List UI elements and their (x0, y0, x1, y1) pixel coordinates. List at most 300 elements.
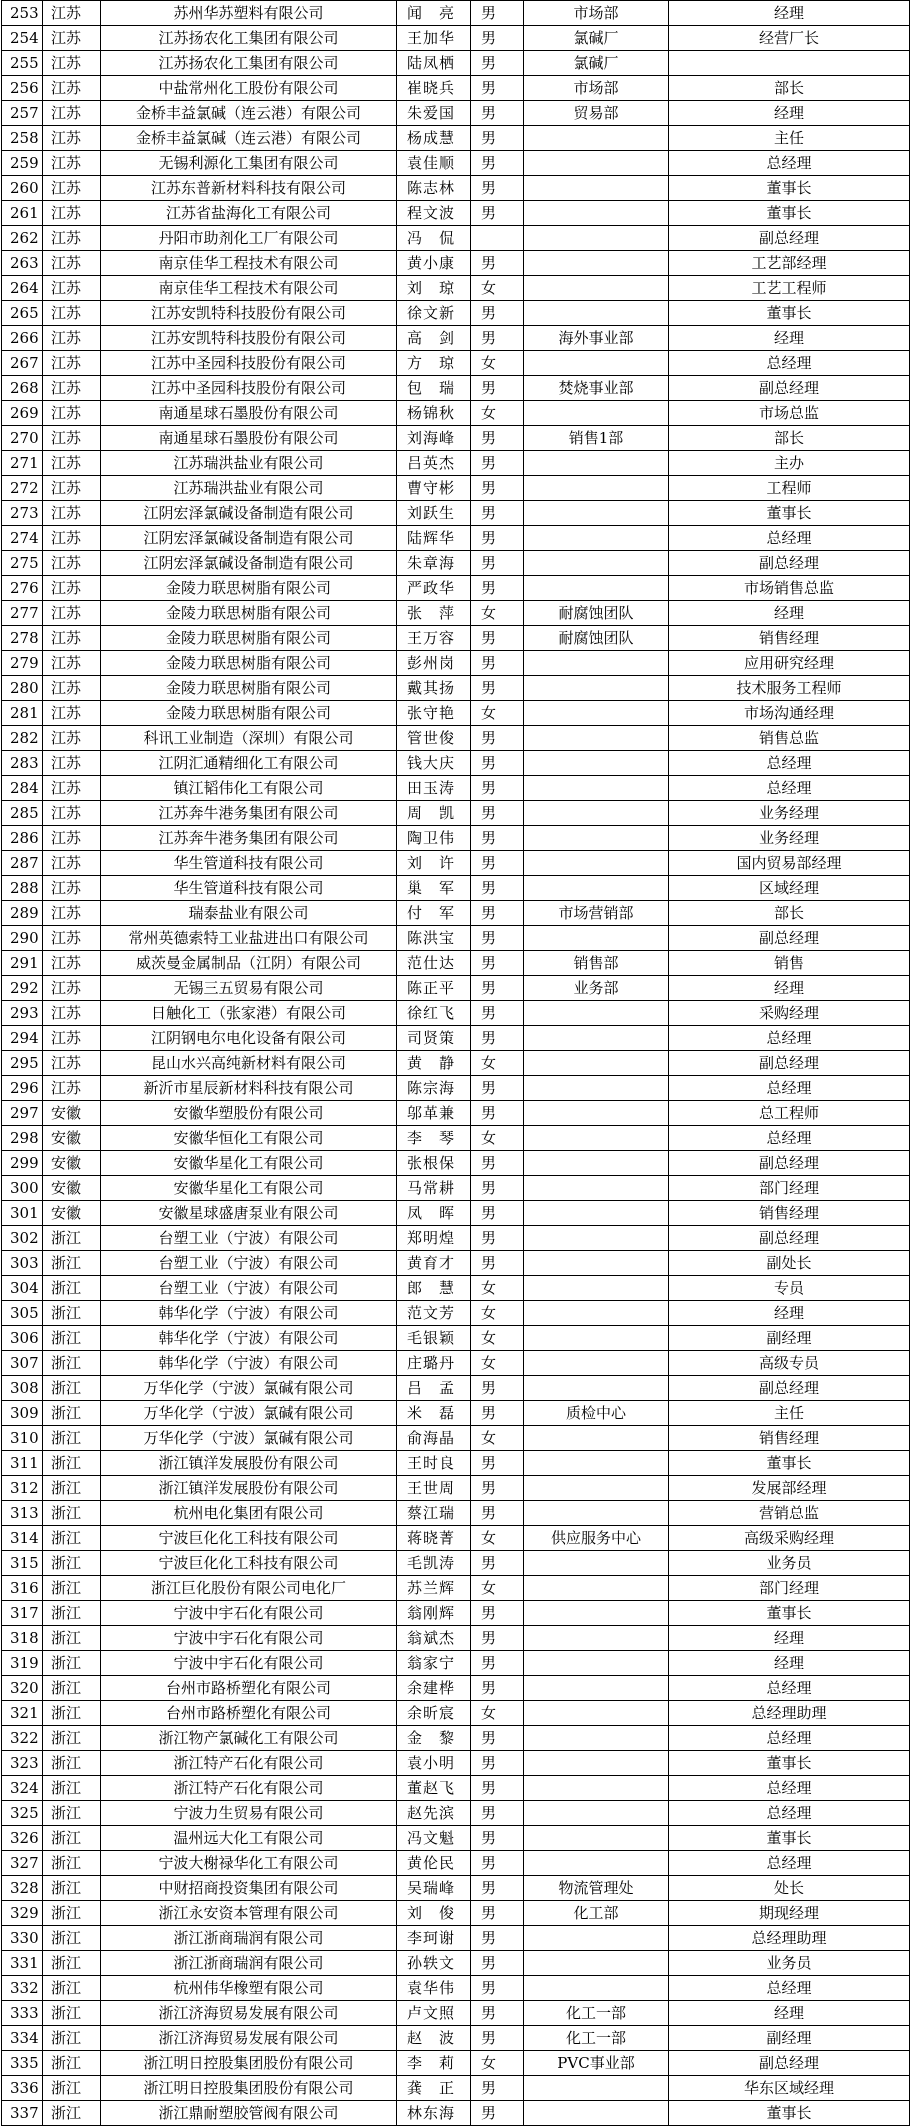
department-cell (524, 276, 669, 301)
row-number-cell: 253 (2, 1, 43, 26)
person-name-cell: 张 萍 (397, 601, 471, 626)
row-number-cell: 310 (2, 1426, 43, 1451)
department-cell (524, 826, 669, 851)
province-cell: 江苏 (43, 201, 101, 226)
person-name-cell: 黄 静 (397, 1051, 471, 1076)
department-cell (524, 501, 669, 526)
company-cell: 江阴宏泽氯碱设备制造有限公司 (101, 526, 397, 551)
province-cell: 江苏 (43, 126, 101, 151)
province-cell: 浙江 (43, 1501, 101, 1526)
table-row (2, 851, 910, 876)
company-cell: 台州市路桥塑化有限公司 (101, 1676, 397, 1701)
table-row (2, 1626, 910, 1651)
gender-cell: 女 (471, 2051, 524, 2076)
table-row (2, 801, 910, 826)
person-name-cell: 余建桦 (397, 1676, 471, 1701)
row-number-cell: 282 (2, 726, 43, 751)
table-row (2, 1726, 910, 1751)
company-cell: 宁波大榭禄华化工有限公司 (101, 1851, 397, 1876)
gender-cell: 男 (471, 651, 524, 676)
table-row (2, 1551, 910, 1576)
company-cell: 江苏奔牛港务集团有限公司 (101, 801, 397, 826)
gender-cell: 男 (471, 1401, 524, 1426)
gender-cell: 男 (471, 1751, 524, 1776)
job-title-cell: 主任 (669, 126, 910, 151)
job-title-cell: 总经理助理 (669, 1926, 910, 1951)
person-name-cell: 李珂谢 (397, 1926, 471, 1951)
job-title-cell: 副总经理 (669, 1151, 910, 1176)
job-title-cell: 市场总监 (669, 401, 910, 426)
table-row (2, 1226, 910, 1251)
gender-cell: 男 (471, 726, 524, 751)
department-cell: 销售1部 (524, 426, 669, 451)
gender-cell: 男 (471, 1976, 524, 2001)
person-name-cell: 徐红飞 (397, 1001, 471, 1026)
province-cell: 江苏 (43, 1076, 101, 1101)
department-cell (524, 1801, 669, 1826)
table-row (2, 626, 910, 651)
table-row (2, 226, 910, 251)
row-number-cell: 308 (2, 1376, 43, 1401)
job-title-cell (669, 51, 910, 76)
company-cell: 新沂市星辰新材料科技有限公司 (101, 1076, 397, 1101)
province-cell: 江苏 (43, 301, 101, 326)
row-number-cell: 271 (2, 451, 43, 476)
table-row (2, 1926, 910, 1951)
table-row (2, 151, 910, 176)
person-name-cell: 范仕达 (397, 951, 471, 976)
department-cell (524, 1701, 669, 1726)
department-cell (524, 1926, 669, 1951)
table-row (2, 26, 910, 51)
table-row (2, 551, 910, 576)
row-number-cell: 288 (2, 876, 43, 901)
company-cell: 宁波力生贸易有限公司 (101, 1801, 397, 1826)
gender-cell: 男 (471, 1726, 524, 1751)
job-title-cell: 部门经理 (669, 1176, 910, 1201)
department-cell (524, 1426, 669, 1451)
job-title-cell: 主办 (669, 451, 910, 476)
province-cell: 安徽 (43, 1201, 101, 1226)
department-cell (524, 1001, 669, 1026)
gender-cell: 男 (471, 2101, 524, 2126)
department-cell: 贸易部 (524, 101, 669, 126)
gender-cell: 女 (471, 1701, 524, 1726)
province-cell: 江苏 (43, 76, 101, 101)
company-cell: 镇江韬伟化工有限公司 (101, 776, 397, 801)
gender-cell: 男 (471, 1201, 524, 1226)
gender-cell: 女 (471, 1326, 524, 1351)
province-cell: 安徽 (43, 1176, 101, 1201)
row-number-cell: 315 (2, 1551, 43, 1576)
company-cell: 日触化工（张家港）有限公司 (101, 1001, 397, 1026)
department-cell (524, 1551, 669, 1576)
person-name-cell: 戴其扬 (397, 676, 471, 701)
person-name-cell: 程文波 (397, 201, 471, 226)
department-cell: 物流管理处 (524, 1876, 669, 1901)
company-cell: 万华化学（宁波）氯碱有限公司 (101, 1401, 397, 1426)
table-row (2, 751, 910, 776)
job-title-cell: 董事长 (669, 201, 910, 226)
province-cell: 浙江 (43, 1301, 101, 1326)
row-number-cell: 270 (2, 426, 43, 451)
table-row (2, 51, 910, 76)
table-row (2, 301, 910, 326)
province-cell: 浙江 (43, 1551, 101, 1576)
department-cell (524, 1376, 669, 1401)
job-title-cell: 董事长 (669, 1601, 910, 1626)
table-row (2, 1126, 910, 1151)
company-cell: 金桥丰益氯碱（连云港）有限公司 (101, 101, 397, 126)
company-cell: 浙江鼎耐塑胶管阀有限公司 (101, 2101, 397, 2126)
province-cell: 安徽 (43, 1101, 101, 1126)
person-name-cell: 陶卫伟 (397, 826, 471, 851)
row-number-cell: 322 (2, 1726, 43, 1751)
department-cell: 化工一部 (524, 2001, 669, 2026)
province-cell: 浙江 (43, 1601, 101, 1626)
province-cell: 浙江 (43, 1951, 101, 1976)
job-title-cell: 经理 (669, 1301, 910, 1326)
department-cell (524, 1601, 669, 1626)
table-row (2, 2076, 910, 2101)
job-title-cell: 总经理 (669, 1026, 910, 1051)
job-title-cell: 市场沟通经理 (669, 701, 910, 726)
company-cell: 台州市路桥塑化有限公司 (101, 1701, 397, 1726)
job-title-cell: 总经理 (669, 526, 910, 551)
row-number-cell: 289 (2, 901, 43, 926)
gender-cell: 男 (471, 1226, 524, 1251)
province-cell: 江苏 (43, 726, 101, 751)
person-name-cell: 徐文新 (397, 301, 471, 326)
company-cell: 安徽华星化工有限公司 (101, 1151, 397, 1176)
job-title-cell: 技术服务工程师 (669, 676, 910, 701)
department-cell: 氯碱厂 (524, 26, 669, 51)
person-name-cell: 陈正平 (397, 976, 471, 1001)
company-cell: 苏州华苏塑料有限公司 (101, 1, 397, 26)
gender-cell: 男 (471, 676, 524, 701)
table-row (2, 1701, 910, 1726)
table-row (2, 1426, 910, 1451)
province-cell: 安徽 (43, 1151, 101, 1176)
person-name-cell: 翁斌杰 (397, 1626, 471, 1651)
province-cell: 江苏 (43, 101, 101, 126)
province-cell: 浙江 (43, 2026, 101, 2051)
person-name-cell: 吴瑞峰 (397, 1876, 471, 1901)
province-cell: 浙江 (43, 1726, 101, 1751)
row-number-cell: 262 (2, 226, 43, 251)
table-row (2, 926, 910, 951)
company-cell: 瑞泰盐业有限公司 (101, 901, 397, 926)
gender-cell: 男 (471, 626, 524, 651)
province-cell: 浙江 (43, 2001, 101, 2026)
table-row (2, 1651, 910, 1676)
table-row (2, 326, 910, 351)
job-title-cell: 副总经理 (669, 1226, 910, 1251)
row-number-cell: 302 (2, 1226, 43, 1251)
person-name-cell: 黄小康 (397, 251, 471, 276)
table-row (2, 1501, 910, 1526)
table-row (2, 976, 910, 1001)
row-number-cell: 287 (2, 851, 43, 876)
person-name-cell: 冯文魁 (397, 1826, 471, 1851)
row-number-cell: 269 (2, 401, 43, 426)
company-cell: 金陵力联思树脂有限公司 (101, 626, 397, 651)
province-cell: 江苏 (43, 1051, 101, 1076)
department-cell (524, 1201, 669, 1226)
person-name-cell: 刘 许 (397, 851, 471, 876)
table-row (2, 1201, 910, 1226)
company-cell: 宁波中宇石化有限公司 (101, 1626, 397, 1651)
job-title-cell: 发展部经理 (669, 1476, 910, 1501)
job-title-cell: 副总经理 (669, 926, 910, 951)
gender-cell: 男 (471, 951, 524, 976)
row-number-cell: 280 (2, 676, 43, 701)
job-title-cell: 部长 (669, 426, 910, 451)
company-cell: 杭州电化集团有限公司 (101, 1501, 397, 1526)
company-cell: 温州远大化工有限公司 (101, 1826, 397, 1851)
province-cell: 浙江 (43, 1701, 101, 1726)
row-number-cell: 337 (2, 2101, 43, 2126)
province-cell: 江苏 (43, 1, 101, 26)
table-row (2, 826, 910, 851)
department-cell (524, 1026, 669, 1051)
job-title-cell: 销售 (669, 951, 910, 976)
department-cell: 销售部 (524, 951, 669, 976)
department-cell (524, 1501, 669, 1526)
gender-cell: 男 (471, 1151, 524, 1176)
table-row (2, 126, 910, 151)
gender-cell: 男 (471, 376, 524, 401)
row-number-cell: 305 (2, 1301, 43, 1326)
province-cell: 浙江 (43, 1226, 101, 1251)
company-cell: 江苏安凯特科技股份有限公司 (101, 301, 397, 326)
table-row (2, 1101, 910, 1126)
company-cell: 浙江济海贸易发展有限公司 (101, 2026, 397, 2051)
person-name-cell: 崔晓兵 (397, 76, 471, 101)
person-name-cell: 毛银颖 (397, 1326, 471, 1351)
gender-cell: 男 (471, 1001, 524, 1026)
department-cell (524, 1101, 669, 1126)
table-row (2, 401, 910, 426)
province-cell: 江苏 (43, 176, 101, 201)
gender-cell: 男 (471, 1676, 524, 1701)
department-cell: 化工部 (524, 1901, 669, 1926)
person-name-cell: 赵 波 (397, 2026, 471, 2051)
department-cell: 市场营销部 (524, 901, 669, 926)
table-row (2, 1251, 910, 1276)
job-title-cell: 期现经理 (669, 1901, 910, 1926)
company-cell: 金陵力联思树脂有限公司 (101, 701, 397, 726)
gender-cell: 女 (471, 1276, 524, 1301)
department-cell: 耐腐蚀团队 (524, 601, 669, 626)
gender-cell: 男 (471, 1176, 524, 1201)
job-title-cell: 总经理 (669, 1976, 910, 2001)
province-cell: 浙江 (43, 1351, 101, 1376)
province-cell: 江苏 (43, 276, 101, 301)
department-cell (524, 1776, 669, 1801)
job-title-cell: 副总经理 (669, 226, 910, 251)
table-row (2, 351, 910, 376)
department-cell (524, 1276, 669, 1301)
table-row (2, 1526, 910, 1551)
job-title-cell: 总经理 (669, 1676, 910, 1701)
gender-cell: 男 (471, 2026, 524, 2051)
province-cell: 江苏 (43, 876, 101, 901)
job-title-cell: 主任 (669, 1401, 910, 1426)
province-cell: 江苏 (43, 851, 101, 876)
province-cell: 江苏 (43, 426, 101, 451)
person-name-cell: 包 瑞 (397, 376, 471, 401)
job-title-cell: 副总经理 (669, 2051, 910, 2076)
department-cell (524, 876, 669, 901)
table-row (2, 276, 910, 301)
gender-cell: 男 (471, 1926, 524, 1951)
person-name-cell: 朱爱国 (397, 101, 471, 126)
company-cell: 江苏奔牛港务集团有限公司 (101, 826, 397, 851)
job-title-cell: 采购经理 (669, 1001, 910, 1026)
gender-cell: 男 (471, 1826, 524, 1851)
person-name-cell: 李 莉 (397, 2051, 471, 2076)
job-title-cell: 华东区域经理 (669, 2076, 910, 2101)
table-row (2, 1751, 910, 1776)
person-name-cell: 马常耕 (397, 1176, 471, 1201)
row-number-cell: 336 (2, 2076, 43, 2101)
company-cell: 江苏瑞洪盐业有限公司 (101, 451, 397, 476)
province-cell: 浙江 (43, 1851, 101, 1876)
table-row (2, 201, 910, 226)
department-cell (524, 676, 669, 701)
job-title-cell: 经理 (669, 1626, 910, 1651)
department-cell (524, 1251, 669, 1276)
person-name-cell: 郎 慧 (397, 1276, 471, 1301)
table-row (2, 1, 910, 26)
job-title-cell: 总经理 (669, 151, 910, 176)
row-number-cell: 257 (2, 101, 43, 126)
gender-cell: 男 (471, 1376, 524, 1401)
province-cell: 江苏 (43, 51, 101, 76)
company-cell: 南通星球石墨股份有限公司 (101, 426, 397, 451)
job-title-cell: 董事长 (669, 501, 910, 526)
province-cell: 安徽 (43, 1126, 101, 1151)
job-title-cell: 董事长 (669, 1451, 910, 1476)
department-cell (524, 1176, 669, 1201)
person-name-cell: 吕 孟 (397, 1376, 471, 1401)
gender-cell: 女 (471, 401, 524, 426)
province-cell: 江苏 (43, 351, 101, 376)
table-row (2, 1801, 910, 1826)
gender-cell: 男 (471, 176, 524, 201)
province-cell: 浙江 (43, 1776, 101, 1801)
gender-cell: 男 (471, 151, 524, 176)
person-name-cell: 刘跃生 (397, 501, 471, 526)
gender-cell: 男 (471, 1901, 524, 1926)
job-title-cell: 副经理 (669, 2026, 910, 2051)
job-title-cell: 国内贸易部经理 (669, 851, 910, 876)
job-title-cell: 工程师 (669, 476, 910, 501)
job-title-cell: 专员 (669, 1276, 910, 1301)
gender-cell: 男 (471, 751, 524, 776)
job-title-cell: 总经理 (669, 1851, 910, 1876)
row-number-cell: 286 (2, 826, 43, 851)
department-cell: 质检中心 (524, 1401, 669, 1426)
company-cell: 昆山水兴高纯新材料有限公司 (101, 1051, 397, 1076)
person-name-cell: 巢 军 (397, 876, 471, 901)
table-row (2, 1176, 910, 1201)
table-row (2, 376, 910, 401)
company-cell: 南京佳华工程技术有限公司 (101, 276, 397, 301)
table-row (2, 601, 910, 626)
company-cell: 江苏扬农化工集团有限公司 (101, 26, 397, 51)
table-row (2, 76, 910, 101)
table-row (2, 1451, 910, 1476)
department-cell (524, 2076, 669, 2101)
department-cell (524, 926, 669, 951)
province-cell: 浙江 (43, 1926, 101, 1951)
row-number-cell: 285 (2, 801, 43, 826)
person-name-cell: 孙轶文 (397, 1951, 471, 1976)
company-cell: 浙江明日控股集团股份有限公司 (101, 2076, 397, 2101)
row-number-cell: 333 (2, 2001, 43, 2026)
person-name-cell: 王加华 (397, 26, 471, 51)
row-number-cell: 312 (2, 1476, 43, 1501)
gender-cell: 男 (471, 876, 524, 901)
company-cell: 宁波中宇石化有限公司 (101, 1601, 397, 1626)
department-cell (524, 1076, 669, 1101)
gender-cell: 男 (471, 801, 524, 826)
gender-cell: 女 (471, 1526, 524, 1551)
job-title-cell: 副经理 (669, 1326, 910, 1351)
department-cell: 海外事业部 (524, 326, 669, 351)
person-name-cell: 袁华伟 (397, 1976, 471, 2001)
company-cell: 无锡利源化工集团有限公司 (101, 151, 397, 176)
row-number-cell: 297 (2, 1101, 43, 1126)
gender-cell: 男 (471, 1876, 524, 1901)
gender-cell: 男 (471, 976, 524, 1001)
department-cell (524, 751, 669, 776)
row-number-cell: 277 (2, 601, 43, 626)
table-row (2, 1976, 910, 2001)
province-cell: 江苏 (43, 326, 101, 351)
province-cell: 浙江 (43, 2076, 101, 2101)
department-cell (524, 1976, 669, 2001)
row-number-cell: 325 (2, 1801, 43, 1826)
company-cell: 江阴汇通精细化工有限公司 (101, 751, 397, 776)
table-row (2, 1326, 910, 1351)
company-cell: 浙江特产石化有限公司 (101, 1751, 397, 1776)
row-number-cell: 254 (2, 26, 43, 51)
person-name-cell: 李 琴 (397, 1126, 471, 1151)
company-cell: 台塑工业（宁波）有限公司 (101, 1226, 397, 1251)
province-cell: 浙江 (43, 1876, 101, 1901)
gender-cell: 男 (471, 1851, 524, 1876)
province-cell: 浙江 (43, 1476, 101, 1501)
gender-cell: 女 (471, 701, 524, 726)
table-row (2, 951, 910, 976)
province-cell: 浙江 (43, 1326, 101, 1351)
job-title-cell: 部长 (669, 901, 910, 926)
job-title-cell: 营销总监 (669, 1501, 910, 1526)
department-cell (524, 1351, 669, 1376)
person-name-cell: 刘海峰 (397, 426, 471, 451)
gender-cell: 男 (471, 1251, 524, 1276)
row-number-cell: 306 (2, 1326, 43, 1351)
department-cell (524, 1676, 669, 1701)
company-cell: 江苏东普新材料科技有限公司 (101, 176, 397, 201)
row-number-cell: 276 (2, 576, 43, 601)
table-row (2, 901, 910, 926)
row-number-cell: 311 (2, 1451, 43, 1476)
company-cell: 浙江济海贸易发展有限公司 (101, 2001, 397, 2026)
